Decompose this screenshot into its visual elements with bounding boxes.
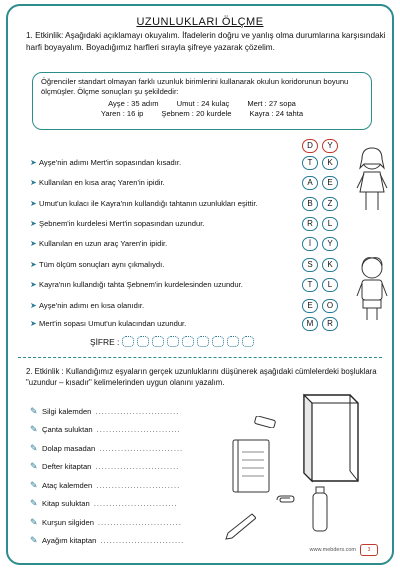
footer-site: www.mebders.com <box>309 547 356 553</box>
arrow-icon: ➤ <box>30 319 37 328</box>
bullet-icon: ✎ <box>30 461 38 471</box>
statement-text: Ayşe'nin adımı en kısa olanıdır. <box>39 301 145 310</box>
option-yanlis[interactable]: Y <box>322 237 338 251</box>
water-bottle-icon <box>310 486 330 532</box>
comparison-text: Kitap suluktan <box>42 499 90 508</box>
activity1-instruction: 1. Etkinlik: Aşağıdaki açıklamayı okuyalım. İfadelerin doğru ve yanlış olma durumlarına karşısındaki harfi boyayalım. Boyadığımız harfleri sırayla şifreye yazarak çözelim. <box>26 31 386 52</box>
bullet-icon: ✎ <box>30 498 38 508</box>
password-label: ŞİFRE : <box>90 336 120 347</box>
option-yanlis[interactable]: R <box>322 317 338 331</box>
option-yanlis[interactable]: E <box>322 176 338 190</box>
book-illustration <box>298 391 364 485</box>
footer-badge: 3 <box>360 544 378 556</box>
statement-text: Kayra'nın kullandığı tahta Şebnem'in kurdelesinden uzundur. <box>39 280 243 289</box>
password-box[interactable] <box>182 336 194 347</box>
option-yanlis[interactable]: Z <box>322 197 338 211</box>
comparison-text: Silgi kalemden <box>42 407 92 416</box>
arrow-icon: ➤ <box>30 158 37 167</box>
girl-figure <box>354 146 390 216</box>
comparison-text: Dolap masadan <box>42 444 96 453</box>
info-box <box>32 72 372 130</box>
option-yanlis[interactable]: L <box>322 217 338 231</box>
section-divider <box>18 357 382 358</box>
statement-text: Kullanılan en uzun araç Yaren'in ipidir. <box>39 239 168 248</box>
boy-figure <box>354 256 390 324</box>
statement-row <box>30 280 243 290</box>
bullet-icon: ✎ <box>30 480 38 490</box>
password-box[interactable] <box>242 336 254 347</box>
option-dogru[interactable]: B <box>302 197 318 211</box>
statement-row <box>30 319 186 329</box>
page-title: UZUNLUKLARI ÖLÇME <box>136 16 264 28</box>
activity2-instruction: 2. Etkinlik : Kullandığımız eşyaların gerçek uzunluklarını düşünerek aşağıdaki cümlelerdeki boşluklara "uzundur – kısadır" kelimelerinden uygun olanını yazalım. <box>26 367 377 387</box>
comparison-text: Çanta suluktan <box>42 425 93 434</box>
info-yaren: Yaren : 16 ip <box>100 109 144 118</box>
option-dogru[interactable]: R <box>302 217 318 231</box>
password-box[interactable] <box>137 336 149 347</box>
answer-blank[interactable]: ........................... <box>97 518 182 527</box>
bullet-icon: ✎ <box>30 517 38 527</box>
comparison-text: Kurşun silgiden <box>42 518 94 527</box>
comparison-row <box>30 461 179 472</box>
comparison-row <box>30 517 182 528</box>
comparison-text: Ayağım kitaptan <box>42 536 97 545</box>
option-dogru[interactable]: S <box>302 258 318 272</box>
info-kayra: Kayra : 24 tahta <box>249 109 304 118</box>
header-yanlis: Y <box>322 139 338 153</box>
eraser-icon <box>254 416 276 428</box>
password-row <box>90 336 254 347</box>
comparison-row <box>30 480 180 491</box>
answer-blank[interactable]: ........................... <box>95 407 180 416</box>
info-intro: Öğrenciler standart olmayan farklı uzunluk birimlerini kullanarak okulun koridorunun boyunu ölçmüşler. Ölçme sonuçları şu şekildedir: <box>41 77 349 96</box>
option-dogru[interactable]: T <box>302 278 318 292</box>
arrow-icon: ➤ <box>30 199 37 208</box>
password-box[interactable] <box>122 336 134 347</box>
comparison-text: Ataç kalemden <box>42 481 93 490</box>
info-sebnem: Şebnem : 20 kurdele <box>161 109 232 118</box>
statement-row <box>30 301 144 311</box>
answer-blank[interactable]: ........................... <box>96 481 181 490</box>
comparison-row <box>30 406 179 417</box>
password-box[interactable] <box>227 336 239 347</box>
statement-row <box>30 219 204 229</box>
answer-blank[interactable]: ........................... <box>95 462 180 471</box>
comparison-text: Defter kitaptan <box>42 462 92 471</box>
notebook-icon <box>230 438 272 494</box>
option-dogru[interactable]: M <box>302 317 318 331</box>
arrow-icon: ➤ <box>30 260 37 269</box>
header-dogru: D <box>302 139 318 153</box>
info-mert: Mert : 27 sopa <box>247 99 296 108</box>
statement-text: Mert'in sopası Umut'un kulacından uzundur. <box>39 319 187 328</box>
option-yanlis[interactable]: K <box>322 156 338 170</box>
statement-text: Tüm ölçüm sonuçları aynı çıkmalıydı. <box>39 260 165 269</box>
bullet-icon: ✎ <box>30 424 38 434</box>
info-ayse: Ayşe : 35 adım <box>108 99 159 108</box>
arrow-icon: ➤ <box>30 219 37 228</box>
bullet-icon: ✎ <box>30 535 38 545</box>
option-yanlis[interactable]: L <box>322 278 338 292</box>
comparison-row <box>30 498 178 509</box>
statement-row <box>30 158 181 168</box>
password-box[interactable] <box>197 336 209 347</box>
option-dogru[interactable]: E <box>302 299 318 313</box>
password-box[interactable] <box>212 336 224 347</box>
statement-row <box>30 260 164 270</box>
answer-blank[interactable]: ........................... <box>100 536 185 545</box>
arrow-icon: ➤ <box>30 280 37 289</box>
arrow-icon: ➤ <box>30 178 37 187</box>
option-dogru[interactable]: İ <box>302 237 318 251</box>
password-box[interactable] <box>167 336 179 347</box>
arrow-icon: ➤ <box>30 239 37 248</box>
statement-text: Şebnem'in kurdelesi Mert'in sopasından uzundur. <box>39 219 205 228</box>
comparison-row <box>30 443 183 454</box>
comparison-row <box>30 424 181 435</box>
info-umut: Umut : 24 kulaç <box>176 99 230 108</box>
bullet-icon: ✎ <box>30 443 38 453</box>
answer-blank[interactable]: ........................... <box>96 425 181 434</box>
answer-blank[interactable]: ........................... <box>99 444 184 453</box>
statement-text: Umut'un kulacı ile Kayra'nın kullandığı tahtanın uzunlukları eşittir. <box>39 199 258 208</box>
comparison-row <box>30 535 184 546</box>
arrow-icon: ➤ <box>30 301 37 310</box>
statement-row <box>30 178 165 188</box>
answer-blank[interactable]: ........................... <box>93 499 178 508</box>
pencil-icon <box>222 512 256 540</box>
option-dogru[interactable]: T <box>302 156 318 170</box>
statement-text: Ayşe'nin adımı Mert'in sopasından kısadır. <box>39 158 182 167</box>
bullet-icon: ✎ <box>30 406 38 416</box>
statement-text: Kullanılan en kısa araç Yaren'in ipidir. <box>39 178 165 187</box>
password-box[interactable] <box>152 336 164 347</box>
statement-row <box>30 239 167 249</box>
option-yanlis[interactable]: O <box>322 299 338 313</box>
statement-row <box>30 199 258 209</box>
paperclip-icon <box>274 494 296 506</box>
option-dogru[interactable]: A <box>302 176 318 190</box>
option-yanlis[interactable]: K <box>322 258 338 272</box>
worksheet-page <box>6 4 394 565</box>
